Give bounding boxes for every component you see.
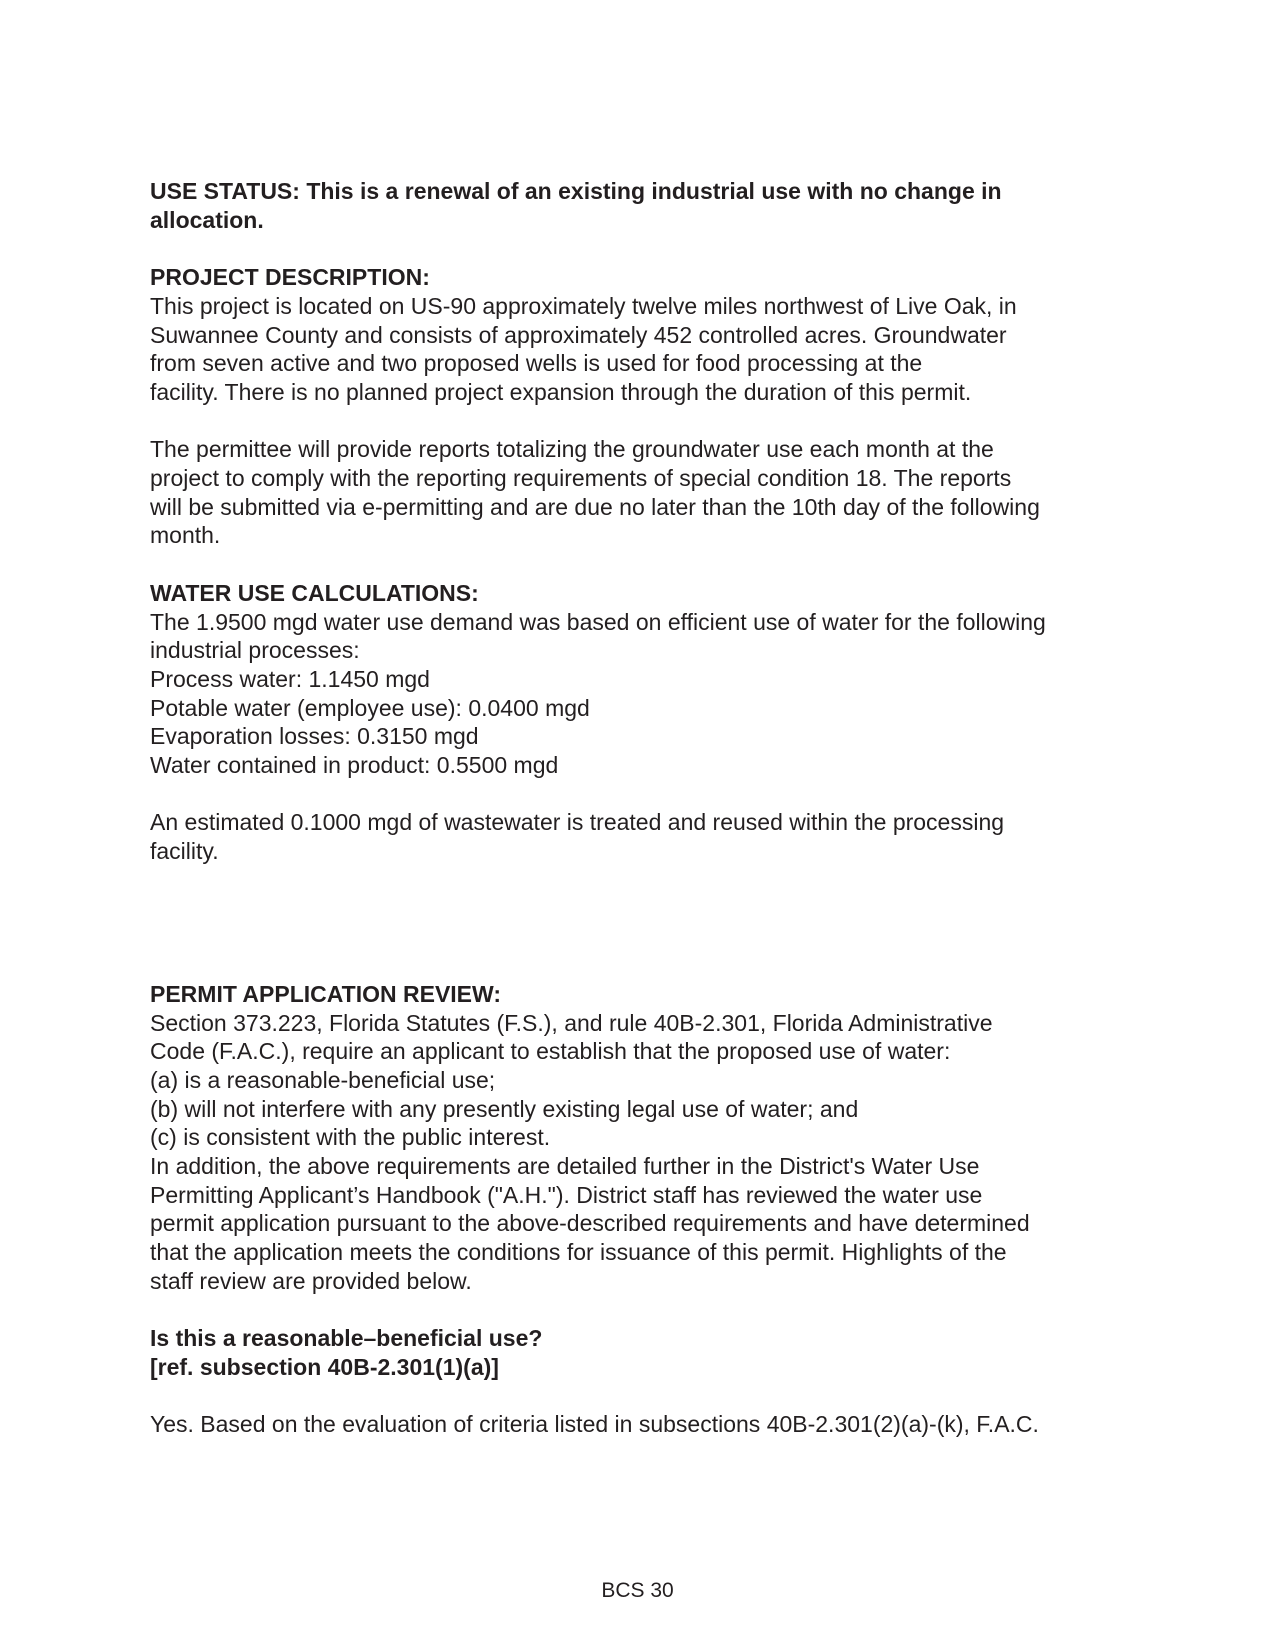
paragraph-line: An estimated 0.1000 mgd of wastewater is treated and reused within the processing (150, 809, 1005, 836)
paragraph-line: The 1.9500 mgd water use demand was based on efficient use of water for the following (150, 608, 1046, 635)
paragraph-line: In addition, the above requirements are detailed further in the District's Water Use (150, 1153, 980, 1180)
spacer (150, 234, 1130, 263)
project-description-section (150, 263, 1130, 550)
spacer (150, 550, 1130, 579)
reasonable-beneficial-section (150, 1324, 1130, 1439)
subsection-question: Is this a reasonable–beneficial use? (150, 1325, 543, 1352)
paragraph-line: facility. There is no planned project expansion through the duration of this permit. (150, 378, 972, 405)
calculation-item: Evaporation losses: 0.3150 mgd (150, 723, 479, 750)
paragraph-line: Code (F.A.C.), require an applicant to establish that the proposed use of water: (150, 1038, 951, 1065)
paragraph-line: facility. (150, 838, 219, 865)
calculation-item: Process water: 1.1450 mgd (150, 665, 430, 692)
calculation-item: Potable water (employee use): 0.0400 mgd (150, 694, 590, 721)
paragraph-line: from seven active and two proposed wells is used for food processing at the (150, 350, 923, 377)
spacer (150, 866, 1130, 980)
page-footer (0, 1578, 1275, 1604)
page-number: BCS 30 (601, 1579, 674, 1602)
paragraph-line: The permittee will provide reports totalizing the groundwater use each month at the (150, 436, 994, 463)
document-body (150, 177, 1130, 1439)
permit-application-review-section (150, 980, 1130, 1296)
paragraph-line: month. (150, 522, 221, 549)
spacer (150, 780, 1130, 809)
subsection-reference: [ref. subsection 40B-2.301(1)(a)] (150, 1353, 499, 1380)
criteria-item: (a) is a reasonable-beneficial use; (150, 1066, 496, 1093)
use-status-line: USE STATUS: This is a renewal of an existing industrial use with no change in (150, 178, 1002, 204)
spacer (150, 407, 1130, 436)
paragraph-line: permit application pursuant to the above-described requirements and have determined (150, 1210, 1030, 1237)
paragraph-line: This project is located on US-90 approximately twelve miles northwest of Live Oak, in (150, 292, 1017, 319)
paragraph-line: staff review are provided below. (150, 1267, 472, 1294)
paragraph-line: industrial processes: (150, 637, 360, 664)
paragraph-line: will be submitted via e-permitting and are due no later than the 10th day of the following (150, 493, 1040, 520)
criteria-item: (b) will not interfere with any presently existing legal use of water; and (150, 1095, 859, 1122)
section-heading: PERMIT APPLICATION REVIEW: (150, 980, 501, 1007)
subsection-answer: Yes. Based on the evaluation of criteria listed in subsections 40B-2.301(2)(a)-(k), F.A.C. (150, 1411, 1039, 1438)
paragraph-line: that the application meets the conditions for issuance of this permit. Highlights of the (150, 1239, 1007, 1266)
paragraph-line: Section 373.223, Florida Statutes (F.S.), and rule 40B-2.301, Florida Administrative (150, 1009, 993, 1036)
spacer (150, 1296, 1130, 1325)
use-status-section (150, 177, 1130, 234)
use-status-line: allocation. (150, 206, 264, 233)
paragraph-line: Permitting Applicant’s Handbook ("A.H."). District staff has reviewed the water use (150, 1181, 983, 1208)
spacer (150, 1382, 1130, 1411)
paragraph-line: Suwannee County and consists of approximately 452 controlled acres. Groundwater (150, 321, 1007, 348)
section-heading: PROJECT DESCRIPTION: (150, 264, 430, 291)
criteria-item: (c) is consistent with the public interest. (150, 1124, 551, 1151)
section-heading: WATER USE CALCULATIONS: (150, 579, 479, 606)
calculation-item: Water contained in product: 0.5500 mgd (150, 752, 559, 779)
paragraph-line: project to comply with the reporting requirements of special condition 18. The reports (150, 465, 1012, 491)
water-use-calculations-section (150, 579, 1130, 866)
